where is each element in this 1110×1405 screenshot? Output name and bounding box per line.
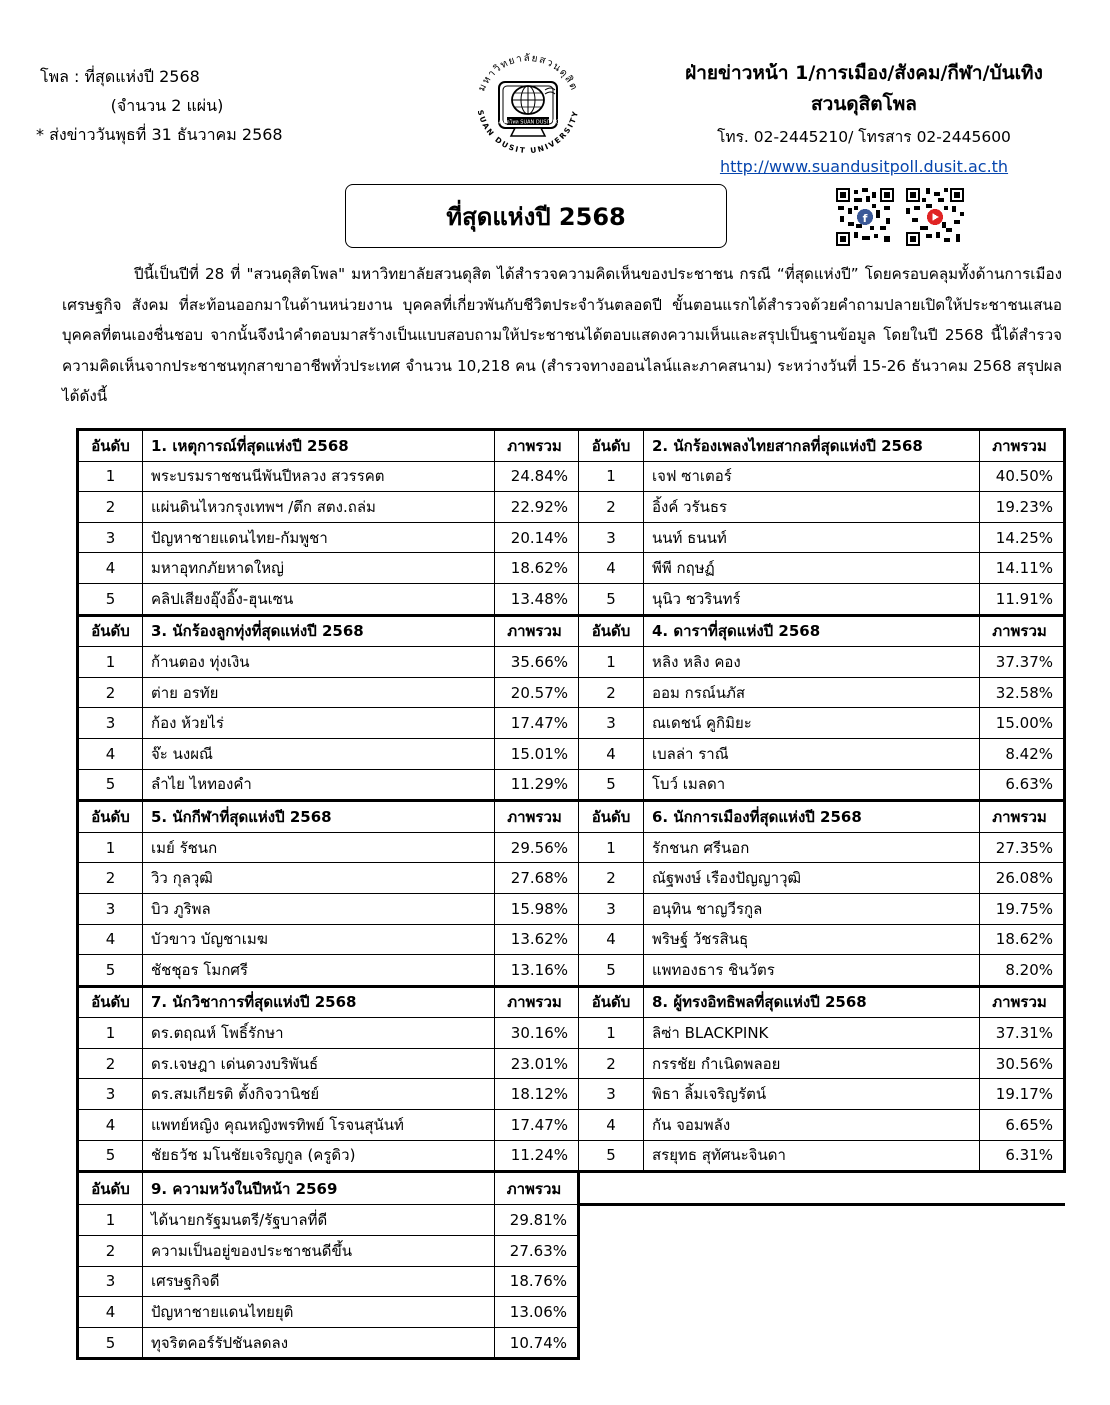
name-cell: ชัยธวัช มโนชัยเจริญกูล (ครูดิว) bbox=[143, 1140, 495, 1172]
intro-text: ปีนี้เป็นปีที่ 28 ที่ "สวนดุสิตโพล" มหาวิทยาลัยสวนดุสิต ได้สำรวจความคิดเห็นของประชาชน กรณี “ที่สุดแห่งปี” โดยครอบคลุมทั้งด้านการเมือง เศรษฐกิจ สังคม ที่สะท้อนออกมาในด้านหน่วยงาน บุคคลที่เกี่ยวพันกับชีวิตประจำวันตลอดปี ขั้นตอนแรกได้สำรวจด้วยคำถามปลายเปิดให้ประชาชนเสนอบุคคลที่ตนเองชื่นชอบ จากนั้นจึงนำคำตอบมาสร้างเป็นแบบสอบถามให้ประชาชนได้ตอบแสดงความเห็นและสรุปเป็นฐานข้อมูล โดยในปี 2568 นี้ได้สำรวจความคิดเห็นจากประชาชนทุกสาขาอาชีพทั่วประเทศ จำนวน 10,218 คน (สำรวจทางออนไลน์และภาคสนาม) ระหว่างวันที่ 15-26 ธันวาคม 2568 สรุปผลได้ดังนี้ bbox=[62, 265, 1062, 406]
percent-cell: 37.37% bbox=[980, 647, 1065, 678]
percent-cell: 35.66% bbox=[495, 647, 579, 678]
table-row bbox=[78, 769, 1065, 801]
rank-cell: 1 bbox=[579, 832, 644, 863]
rank-cell: 1 bbox=[579, 647, 644, 678]
table-row bbox=[78, 832, 1065, 863]
percent-cell: 11.91% bbox=[980, 583, 1065, 615]
overall-column-header: ภาพรวม bbox=[495, 615, 579, 647]
rank-cell: 3 bbox=[579, 522, 644, 553]
overall-column-header: ภาพรวม bbox=[495, 801, 579, 833]
logo-bottom-text: SUAN DUSIT UNIVERSITY bbox=[475, 108, 581, 156]
rank-cell: 4 bbox=[579, 738, 644, 769]
rank-cell: 3 bbox=[78, 1079, 143, 1110]
section-title: 9. ความหวังในปีหน้า 2569 bbox=[143, 1172, 495, 1205]
rank-cell: 2 bbox=[78, 1048, 143, 1079]
rank-column-header: อันดับ bbox=[78, 615, 143, 647]
name-cell: ก้านตอง ทุ่งเงิน bbox=[143, 647, 495, 678]
page-count: (จำนวน 2 แผ่น) bbox=[110, 96, 224, 115]
name-cell: ลิซ่า BLACKPINK bbox=[644, 1018, 980, 1049]
section-title: 7. นักวิชาการที่สุดแห่งปี 2568 bbox=[143, 986, 495, 1018]
percent-cell: 27.68% bbox=[495, 863, 579, 894]
percent-cell: 13.16% bbox=[495, 955, 579, 987]
name-cell: นนท์ ธนนท์ bbox=[644, 522, 980, 553]
table-row bbox=[78, 1297, 1065, 1328]
rank-cell: 5 bbox=[579, 1140, 644, 1172]
percent-cell: 19.75% bbox=[980, 893, 1065, 924]
name-cell: พิธา ลิ้มเจริญรัตน์ bbox=[644, 1079, 980, 1110]
section-title: 4. ดาราที่สุดแห่งปี 2568 bbox=[644, 615, 980, 647]
table-row bbox=[78, 1018, 1065, 1049]
table-row bbox=[78, 1204, 1065, 1235]
table-row bbox=[78, 863, 1065, 894]
rank-cell: 4 bbox=[78, 738, 143, 769]
section-header-row bbox=[78, 986, 1065, 1018]
name-cell: แพทองธาร ชินวัตร bbox=[644, 955, 980, 987]
name-cell: ได้นายกรัฐมนตรี/รัฐบาลที่ดี bbox=[143, 1204, 495, 1235]
overall-column-header: ภาพรวม bbox=[980, 615, 1065, 647]
rank-cell: 5 bbox=[579, 955, 644, 987]
percent-cell: 20.57% bbox=[495, 677, 579, 708]
name-cell: ความเป็นอยู่ของประชาชนดีขึ้น bbox=[143, 1235, 495, 1266]
table-row bbox=[78, 647, 1065, 678]
name-cell: เมย์ รัชนก bbox=[143, 832, 495, 863]
svg-text:f: f bbox=[862, 212, 868, 225]
rank-column-header: อันดับ bbox=[579, 986, 644, 1018]
table-row bbox=[78, 492, 1065, 523]
overall-column-header: ภาพรวม bbox=[980, 986, 1065, 1018]
header-right bbox=[654, 58, 1074, 182]
rank-column-header: อันดับ bbox=[579, 430, 644, 462]
table-row bbox=[78, 677, 1065, 708]
section-title: 1. เหตุการณ์ที่สุดแห่งปี 2568 bbox=[143, 430, 495, 462]
name-cell: ดร.สมเกียรติ ตั้งกิจวานิชย์ bbox=[143, 1079, 495, 1110]
percent-cell: 30.16% bbox=[495, 1018, 579, 1049]
rank-cell: 4 bbox=[579, 1110, 644, 1141]
university-logo bbox=[463, 40, 593, 170]
percent-cell: 29.56% bbox=[495, 832, 579, 863]
rank-cell: 5 bbox=[78, 583, 143, 615]
rank-cell: 2 bbox=[579, 677, 644, 708]
name-cell: พระบรมราชชนนีพันปีหลวง สวรรคต bbox=[143, 461, 495, 492]
percent-cell: 24.84% bbox=[495, 461, 579, 492]
percent-cell: 14.25% bbox=[980, 522, 1065, 553]
rank-cell: 2 bbox=[78, 1235, 143, 1266]
percent-cell: 19.23% bbox=[980, 492, 1065, 523]
table-row bbox=[78, 553, 1065, 584]
intro-paragraph bbox=[62, 259, 1062, 412]
rank-column-header: อันดับ bbox=[579, 801, 644, 833]
rank-column-header: อันดับ bbox=[78, 430, 143, 462]
rank-cell: 1 bbox=[579, 461, 644, 492]
percent-cell: 8.42% bbox=[980, 738, 1065, 769]
name-cell: พีพี กฤษฏ์ bbox=[644, 553, 980, 584]
overall-column-header: ภาพรวม bbox=[495, 1172, 579, 1205]
youtube-qr-icon[interactable] bbox=[906, 188, 964, 246]
name-cell: ต่าย อรทัย bbox=[143, 677, 495, 708]
rank-cell: 2 bbox=[78, 677, 143, 708]
table-row bbox=[78, 955, 1065, 987]
table-row bbox=[78, 1048, 1065, 1079]
department: ฝ่ายข่าวหน้า 1/การเมือง/สังคม/กีฬา/บันเทิง bbox=[685, 62, 1043, 84]
name-cell: อนุทิน ชาญวีรกูล bbox=[644, 893, 980, 924]
name-cell: เบลล่า ราณี bbox=[644, 738, 980, 769]
suan-dusit-university-seal-icon bbox=[463, 40, 593, 170]
rank-cell: 3 bbox=[579, 893, 644, 924]
percent-cell: 11.29% bbox=[495, 769, 579, 801]
percent-cell: 15.01% bbox=[495, 738, 579, 769]
overall-column-header: ภาพรวม bbox=[980, 801, 1065, 833]
name-cell: รักชนก ศรีนอก bbox=[644, 832, 980, 863]
name-cell: จ๊ะ นงผณี bbox=[143, 738, 495, 769]
section-header-row bbox=[78, 615, 1065, 647]
percent-cell: 37.31% bbox=[980, 1018, 1065, 1049]
overall-column-header: ภาพรวม bbox=[980, 430, 1065, 462]
table-row bbox=[78, 708, 1065, 739]
rank-cell: 1 bbox=[78, 461, 143, 492]
name-cell: กัน จอมพลัง bbox=[644, 1110, 980, 1141]
percent-cell: 13.48% bbox=[495, 583, 579, 615]
section-title: 8. ผู้ทรงอิทธิพลที่สุดแห่งปี 2568 bbox=[644, 986, 980, 1018]
rank-cell: 2 bbox=[579, 1048, 644, 1079]
table-row bbox=[78, 738, 1065, 769]
overall-column-header: ภาพรวม bbox=[495, 430, 579, 462]
rank-cell: 1 bbox=[78, 1018, 143, 1049]
percent-cell: 30.56% bbox=[980, 1048, 1065, 1079]
name-cell: ก้อง ห้วยไร่ bbox=[143, 708, 495, 739]
name-cell: ปัญหาชายแดนไทย-กัมพูชา bbox=[143, 522, 495, 553]
table-row bbox=[78, 583, 1065, 615]
percent-cell: 27.63% bbox=[495, 1235, 579, 1266]
rank-cell: 4 bbox=[78, 924, 143, 955]
percent-cell: 17.47% bbox=[495, 1110, 579, 1141]
percent-cell: 15.00% bbox=[980, 708, 1065, 739]
organization: สวนดุสิตโพล bbox=[811, 93, 917, 115]
name-cell: ณเดชน์ คูกิมิยะ bbox=[644, 708, 980, 739]
table-row bbox=[78, 1079, 1065, 1110]
name-cell: ทุจริตคอร์รัปชันลดลง bbox=[143, 1327, 495, 1359]
table-row bbox=[78, 1266, 1065, 1297]
section-title: 3. นักร้องลูกทุ่งที่สุดแห่งปี 2568 bbox=[143, 615, 495, 647]
name-cell: ดร.ตฤณห์ โพธิ์รักษา bbox=[143, 1018, 495, 1049]
name-cell: บิว ภูริพล bbox=[143, 893, 495, 924]
facebook-qr-icon[interactable] bbox=[836, 188, 894, 246]
table-row bbox=[78, 1327, 1065, 1359]
section-title: 5. นักกีฬาที่สุดแห่งปี 2568 bbox=[143, 801, 495, 833]
percent-cell: 17.47% bbox=[495, 708, 579, 739]
rank-cell: 3 bbox=[78, 893, 143, 924]
percent-cell: 18.62% bbox=[495, 553, 579, 584]
percent-cell: 11.24% bbox=[495, 1140, 579, 1172]
rank-cell: 2 bbox=[78, 863, 143, 894]
table-row bbox=[78, 1235, 1065, 1266]
rank-cell: 5 bbox=[78, 1140, 143, 1172]
percent-cell: 10.74% bbox=[495, 1327, 579, 1359]
rank-cell: 1 bbox=[78, 832, 143, 863]
rank-cell: 3 bbox=[78, 708, 143, 739]
rank-cell: 3 bbox=[78, 1266, 143, 1297]
name-cell: บัวขาว บัญชาเมฆ bbox=[143, 924, 495, 955]
name-cell: แผ่นดินไหวกรุงเทพฯ /ตึก สตง.ถล่ม bbox=[143, 492, 495, 523]
percent-cell: 18.12% bbox=[495, 1079, 579, 1110]
contact-phone: โทร. 02-2445210/ โทรสาร 02-2445600 bbox=[717, 128, 1011, 146]
poll-name: โพล : ที่สุดแห่งปี 2568 bbox=[40, 67, 200, 86]
release-date: * ส่งข่าววันพุธที่ 31 ธันวาคม 2568 bbox=[36, 125, 283, 144]
rank-cell: 2 bbox=[579, 863, 644, 894]
page-title: ที่สุดแห่งปี 2568 bbox=[345, 184, 727, 248]
percent-cell: 13.06% bbox=[495, 1297, 579, 1328]
rank-cell: 5 bbox=[78, 769, 143, 801]
percent-cell: 27.35% bbox=[980, 832, 1065, 863]
percent-cell: 32.58% bbox=[980, 677, 1065, 708]
rank-cell: 4 bbox=[78, 1110, 143, 1141]
rank-cell: 2 bbox=[579, 492, 644, 523]
name-cell: พริษฐ์ วัชรสินธุ bbox=[644, 924, 980, 955]
rank-cell: 5 bbox=[579, 583, 644, 615]
name-cell: ปัญหาชายแดนไทยยุติ bbox=[143, 1297, 495, 1328]
rank-cell: 3 bbox=[78, 522, 143, 553]
percent-cell: 22.92% bbox=[495, 492, 579, 523]
rank-column-header: อันดับ bbox=[78, 801, 143, 833]
table-row bbox=[78, 1140, 1065, 1172]
rank-cell: 3 bbox=[579, 1079, 644, 1110]
percent-cell: 14.11% bbox=[980, 553, 1065, 584]
name-cell: นุนิว ชวรินทร์ bbox=[644, 583, 980, 615]
percent-cell: 18.62% bbox=[980, 924, 1065, 955]
name-cell: หลิง หลิง คอง bbox=[644, 647, 980, 678]
results-table bbox=[76, 428, 1066, 1360]
table-row bbox=[78, 924, 1065, 955]
percent-cell: 8.20% bbox=[980, 955, 1065, 987]
name-cell: มหาอุทกภัยหาดใหญ่ bbox=[143, 553, 495, 584]
rank-cell: 1 bbox=[579, 1018, 644, 1049]
percent-cell: 6.65% bbox=[980, 1110, 1065, 1141]
percent-cell: 19.17% bbox=[980, 1079, 1065, 1110]
name-cell: โบว์ เมลดา bbox=[644, 769, 980, 801]
rank-cell: 4 bbox=[78, 553, 143, 584]
section-header-row bbox=[78, 430, 1065, 462]
percent-cell: 15.98% bbox=[495, 893, 579, 924]
name-cell: กรรชัย กำเนิดพลอย bbox=[644, 1048, 980, 1079]
percent-cell: 20.14% bbox=[495, 522, 579, 553]
rank-column-header: อันดับ bbox=[78, 1172, 143, 1205]
percent-cell: 6.63% bbox=[980, 769, 1065, 801]
percent-cell: 40.50% bbox=[980, 461, 1065, 492]
rank-cell: 4 bbox=[579, 924, 644, 955]
logo-top-text: มหาวิทยาลัยสวนดุสิต bbox=[476, 52, 580, 94]
name-cell: อิ้งค์ วรันธร bbox=[644, 492, 980, 523]
section-title: 2. นักร้องเพลงไทยสากลที่สุดแห่งปี 2568 bbox=[644, 430, 980, 462]
section-header-row bbox=[78, 801, 1065, 833]
name-cell: คลิปเสียงอุ๊งอิ๊ง-ฮุนเซน bbox=[143, 583, 495, 615]
name-cell: วิว กุลวุฒิ bbox=[143, 863, 495, 894]
rank-cell: 3 bbox=[579, 708, 644, 739]
name-cell: ดร.เจษฎา เด่นดวงบริพันธ์ bbox=[143, 1048, 495, 1079]
table-row bbox=[78, 522, 1065, 553]
name-cell: ณัฐพงษ์ เรืองปัญญาวุฒิ bbox=[644, 863, 980, 894]
percent-cell: 29.81% bbox=[495, 1204, 579, 1235]
rank-column-header: อันดับ bbox=[78, 986, 143, 1018]
percent-cell: 23.01% bbox=[495, 1048, 579, 1079]
rank-cell: 1 bbox=[78, 1204, 143, 1235]
name-cell: ชัชชุอร โมกศรี bbox=[143, 955, 495, 987]
name-cell: เศรษฐกิจดี bbox=[143, 1266, 495, 1297]
name-cell: แพทย์หญิง คุณหญิงพรทิพย์ โรจนสุนันท์ bbox=[143, 1110, 495, 1141]
table-row bbox=[78, 1110, 1065, 1141]
table-row bbox=[78, 461, 1065, 492]
rank-cell: 5 bbox=[579, 769, 644, 801]
overall-column-header: ภาพรวม bbox=[495, 986, 579, 1018]
percent-cell: 18.76% bbox=[495, 1266, 579, 1297]
rank-cell: 4 bbox=[579, 553, 644, 584]
name-cell: ลำไย ไหทองคำ bbox=[143, 769, 495, 801]
rank-cell: 1 bbox=[78, 647, 143, 678]
rank-cell: 2 bbox=[78, 492, 143, 523]
percent-cell: 13.62% bbox=[495, 924, 579, 955]
section-title: 6. นักการเมืองที่สุดแห่งปี 2568 bbox=[644, 801, 980, 833]
rank-column-header: อันดับ bbox=[579, 615, 644, 647]
percent-cell: 6.31% bbox=[980, 1140, 1065, 1172]
percent-cell: 26.08% bbox=[980, 863, 1065, 894]
name-cell: เจฟ ซาเตอร์ bbox=[644, 461, 980, 492]
rank-cell: 5 bbox=[78, 1327, 143, 1359]
table-row bbox=[78, 893, 1065, 924]
header-left bbox=[36, 62, 330, 149]
rank-cell: 5 bbox=[78, 955, 143, 987]
name-cell: ออม กรณ์นภัส bbox=[644, 677, 980, 708]
section-header-row bbox=[78, 1172, 1065, 1205]
logo-inner-text: สวนดุสิตโพล SUAN DUSIT POLL bbox=[490, 119, 566, 126]
rank-cell: 4 bbox=[78, 1297, 143, 1328]
name-cell: สรยุทธ สุทัศนะจินดา bbox=[644, 1140, 980, 1172]
website-link[interactable]: http://www.suandusitpoll.dusit.ac.th bbox=[719, 157, 1009, 176]
